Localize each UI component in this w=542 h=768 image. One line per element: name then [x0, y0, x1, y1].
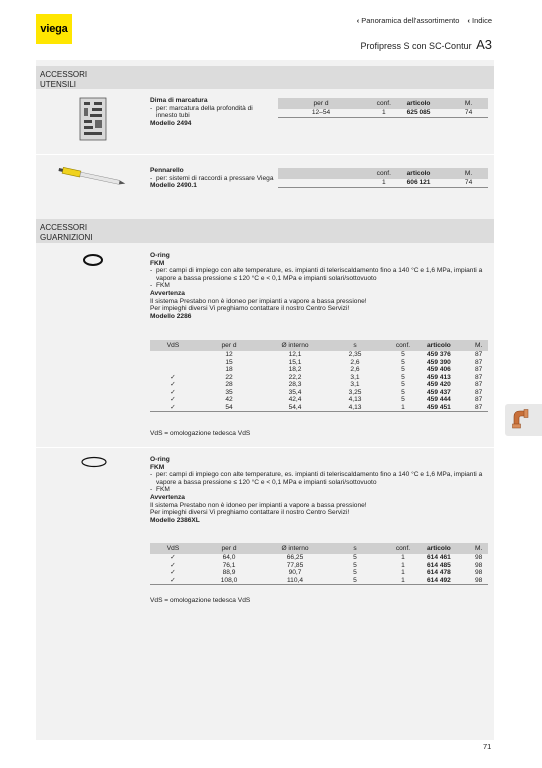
divider — [36, 447, 494, 448]
col-header: conf. — [382, 543, 424, 554]
cell: 87 — [475, 373, 483, 381]
cell: 87 — [475, 358, 483, 366]
bullet-item: - per: campi di impiego con alte temperature, es. impianti di teleriscaldamento fino a 140 °C e 1,6 MPa, impianti a vapore a bassa pressione ≤ 120 °C e < 0,1 MPa e impianti solari/sottovuoto — [150, 267, 495, 282]
col-header: s — [328, 543, 382, 554]
cell: 12,1 — [288, 351, 302, 358]
cell: 76,1 — [222, 561, 236, 569]
table-row — [150, 562, 488, 570]
cell: 1 — [382, 404, 424, 412]
table-header-row — [278, 168, 488, 179]
cell-article: 614 478 — [427, 569, 451, 576]
warning-title: Avvertenza — [150, 289, 185, 297]
col-header: VdS — [150, 543, 196, 554]
cell: 77,85 — [286, 561, 304, 569]
table-row — [150, 396, 488, 404]
table-row — [150, 374, 488, 382]
product-oring-2286 — [150, 252, 495, 320]
o-ring-image — [82, 253, 104, 267]
cell: 12–54 — [278, 109, 364, 117]
product-dima — [150, 97, 275, 127]
cell: 35,4 — [288, 388, 302, 396]
cell-vds: ✓ — [170, 396, 176, 403]
cell-article: 459 420 — [427, 381, 451, 388]
cell: 12 — [225, 351, 233, 358]
cell: 3,1 — [350, 381, 360, 388]
cell-vds — [150, 366, 196, 374]
cell-vds: ✓ — [170, 569, 176, 576]
warning-line: Per impieghi diversi Vi preghiamo contattare il nostro Centro Servizi! — [150, 305, 350, 313]
cell: 1 — [401, 569, 405, 576]
cell-vds — [150, 351, 196, 359]
warning-line: Il sistema Prestabo non è idoneo per impianti a vapore a bassa pressione! — [150, 297, 367, 305]
cell: 1 — [401, 561, 405, 569]
marker-pen-image — [58, 166, 130, 188]
cell-vds: ✓ — [170, 561, 176, 569]
col-header: M. — [472, 340, 488, 351]
col-header: conf. — [364, 98, 404, 109]
cell-article: 459 413 — [427, 373, 451, 381]
col-header: VdS — [150, 340, 196, 351]
cell: 74 — [462, 109, 488, 117]
bullet-item: - FKM — [150, 282, 495, 290]
cell-article: 459 406 — [427, 366, 451, 373]
cell: 66,25 — [286, 554, 304, 561]
cell: 5 — [328, 577, 382, 585]
col-header: articolo — [424, 543, 472, 554]
table-row — [150, 554, 488, 562]
cell: 1 — [364, 179, 404, 187]
product-bullets — [150, 267, 495, 290]
product-bullets — [150, 105, 275, 120]
cell: 5 — [353, 554, 357, 561]
viega-logo: viega — [36, 14, 72, 44]
cell: 87 — [475, 396, 483, 403]
col-header: M. — [462, 98, 488, 109]
table-row — [150, 577, 488, 585]
catalog-code: A3 — [476, 37, 492, 52]
cell: 2,35 — [348, 351, 362, 358]
nav-link-index[interactable]: Indice — [471, 16, 492, 25]
col-header: articolo — [404, 98, 462, 109]
cell: 98 — [472, 577, 488, 585]
table-row — [150, 569, 488, 577]
divider — [36, 154, 494, 155]
section-label-line: ACCESSORI — [40, 70, 88, 79]
product-name: O-ring — [150, 456, 170, 463]
bullet-item: - per: marcatura della profondità di innesto tubi — [150, 105, 275, 120]
col-header: articolo — [424, 340, 472, 351]
cell: 1 — [382, 577, 424, 585]
warning-title: Avvertenza — [150, 493, 185, 501]
catalog-title — [361, 37, 492, 52]
spec-table-pennarello — [278, 168, 488, 188]
cell: 5 — [401, 358, 405, 366]
cell: 42 — [225, 396, 233, 403]
cell-vds: ✓ — [170, 381, 176, 388]
vds-note: VdS = omologazione tedesca VdS — [150, 597, 251, 604]
col-header: conf. — [364, 168, 404, 179]
cell: 87 — [475, 366, 483, 373]
col-header: M. — [472, 543, 488, 554]
warning-line: Per impieghi diversi Vi preghiamo contattare il nostro Centro Servizi! — [150, 509, 350, 517]
cell-vds — [150, 359, 196, 367]
page-number: 71 — [483, 742, 492, 751]
cell: 28 — [225, 381, 233, 388]
table-row — [278, 179, 488, 187]
cell: 2,6 — [350, 366, 360, 373]
cell-article: 614 492 — [424, 577, 472, 585]
cell: 28,3 — [288, 381, 302, 388]
cell: 3,1 — [350, 373, 360, 381]
chevron-left-icon: ‹ — [467, 16, 470, 25]
vds-note: VdS = omologazione tedesca VdS — [150, 430, 251, 437]
cell: 5 — [401, 381, 405, 388]
cell-vds: ✓ — [170, 554, 176, 561]
product-material: FKM — [150, 463, 165, 471]
cell-article: 459 451 — [424, 404, 472, 412]
bullet-item: - FKM — [150, 486, 495, 494]
cell: 87 — [475, 388, 483, 396]
cell: 15 — [225, 358, 233, 366]
product-model: Modello 2386XL — [150, 516, 200, 524]
cell: 5 — [401, 388, 405, 396]
cell-vds: ✓ — [170, 388, 176, 396]
cell: 98 — [475, 554, 483, 561]
cell: 87 — [475, 381, 483, 388]
cell-vds: ✓ — [150, 577, 196, 585]
col-header: articolo — [404, 168, 462, 179]
section-label-line: ACCESSORI — [40, 223, 88, 232]
product-bullets — [150, 471, 495, 494]
product-bullets — [150, 175, 275, 183]
cell: 87 — [472, 404, 488, 412]
col-header-empty — [278, 168, 364, 179]
col-header: per d — [196, 543, 262, 554]
marking-template-image — [78, 96, 108, 142]
cell-article: 606 121 — [404, 179, 462, 187]
spec-table-oring-2386xl — [150, 543, 488, 585]
cell: 2,6 — [350, 358, 360, 366]
cell: 5 — [401, 396, 405, 403]
catalog-title-text: Profipress S con SC-Contur — [360, 41, 472, 51]
cell: 54,4 — [262, 404, 328, 412]
col-header: Ø interno — [262, 340, 328, 351]
cell: 88,9 — [222, 569, 236, 576]
bullet-item: - per: campi di impiego con alte temperature, es. impianti di teleriscaldamento fino a 140 °C e 1,6 MPa, impianti a vapore a bassa pressione ≤ 120 °C e < 0,1 MPa e impianti solari/sottovuoto — [150, 471, 495, 486]
cell: 64,0 — [222, 554, 236, 561]
col-header: Ø interno — [262, 543, 328, 554]
cell-article: 459 376 — [427, 351, 451, 358]
cell: 5 — [353, 569, 357, 576]
cell-article: 614 485 — [427, 561, 451, 569]
copper-fitting-icon — [505, 404, 542, 436]
table-row — [150, 404, 488, 412]
col-header: s — [328, 340, 382, 351]
side-tab[interactable] — [505, 404, 542, 436]
cell: 18,2 — [288, 366, 302, 373]
cell: 42,4 — [288, 396, 302, 403]
cell-vds: ✓ — [170, 373, 176, 381]
cell: 98 — [475, 561, 483, 569]
cell: 15,1 — [288, 358, 302, 366]
section-header-utensili — [36, 66, 494, 89]
cell: 5 — [401, 373, 405, 381]
cell: 4,13 — [348, 396, 362, 403]
nav-link-overview[interactable]: Panoramica dell'assortimento — [361, 16, 460, 25]
cell: 74 — [462, 179, 488, 187]
product-model: Modello 2494 — [150, 119, 192, 127]
table-row — [150, 366, 488, 374]
col-header: M. — [462, 168, 488, 179]
table-row — [278, 109, 488, 117]
cell: 3,25 — [348, 388, 362, 396]
cell: 18 — [225, 366, 233, 373]
col-header: conf. — [382, 340, 424, 351]
spec-table-oring-2286 — [150, 340, 488, 412]
table-header-row — [278, 98, 488, 109]
cell: 108,0 — [196, 577, 262, 585]
product-name: O-ring — [150, 252, 170, 259]
product-material: FKM — [150, 259, 165, 267]
cell: 98 — [475, 569, 483, 576]
cell-article: 614 461 — [427, 554, 451, 561]
cell: 54 — [196, 404, 262, 412]
section-label-line: UTENSILI — [40, 80, 77, 89]
cell-article: 459 390 — [427, 358, 451, 366]
table-header-row — [150, 340, 488, 351]
table-row — [150, 359, 488, 367]
product-name: Dima di marcatura — [150, 97, 208, 104]
bullet-item: - per: sistemi di raccordi a pressare Viega — [150, 175, 275, 183]
product-model: Modello 2490.1 — [150, 182, 197, 190]
cell: 22,2 — [288, 373, 302, 381]
chevron-left-icon: ‹ — [356, 16, 360, 25]
product-name: Pennarello — [150, 167, 184, 174]
cell-article: 625 085 — [404, 109, 462, 117]
section-header-guarnizioni — [36, 219, 494, 243]
table-row — [150, 351, 488, 359]
o-ring-xl-image — [80, 455, 108, 469]
cell: 5 — [401, 366, 405, 373]
cell: 87 — [475, 351, 483, 358]
cell: 5 — [353, 561, 357, 569]
cell: 35 — [225, 388, 233, 396]
product-pennarello — [150, 167, 275, 190]
cell: 22 — [225, 373, 233, 381]
table-row — [150, 381, 488, 389]
cell-article: 459 437 — [427, 388, 451, 396]
cell: 4,13 — [328, 404, 382, 412]
cell: 5 — [401, 351, 405, 358]
cell: 1 — [364, 109, 404, 117]
cell: 110,4 — [262, 577, 328, 585]
product-model: Modello 2286 — [150, 312, 192, 320]
cell: 90,7 — [288, 569, 302, 576]
table-row — [150, 389, 488, 397]
warning-line: Il sistema Prestabo non è idoneo per impianti a vapore a bassa pressione! — [150, 501, 367, 509]
cell: 1 — [401, 554, 405, 561]
breadcrumb-nav — [351, 16, 492, 25]
section-label-line: GUARNIZIONI — [40, 233, 93, 242]
cell-vds: ✓ — [150, 404, 196, 412]
cell-article: 459 444 — [427, 396, 451, 403]
cell-empty — [278, 179, 364, 187]
col-header: per d — [278, 98, 364, 109]
table-header-row — [150, 543, 488, 554]
col-header: per d — [196, 340, 262, 351]
product-oring-2386xl — [150, 456, 495, 524]
spec-table-dima — [278, 98, 488, 118]
